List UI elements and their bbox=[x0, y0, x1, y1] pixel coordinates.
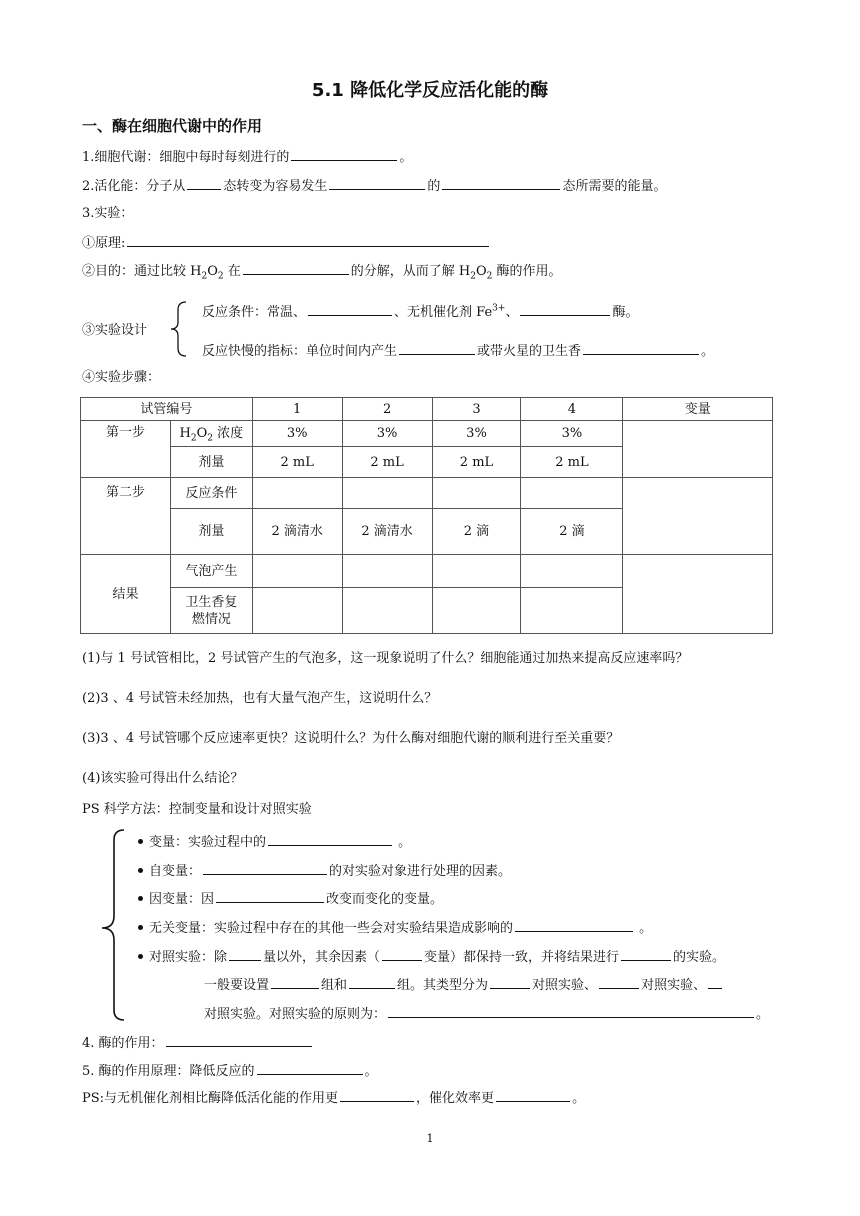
table-cell[interactable] bbox=[342, 588, 432, 634]
table-cell: 2 滴清水 bbox=[252, 509, 342, 555]
header-variable: 变量 bbox=[623, 398, 773, 421]
fill-blank[interactable] bbox=[520, 302, 610, 316]
table-cell[interactable] bbox=[342, 478, 432, 509]
fill-blank[interactable] bbox=[308, 302, 392, 316]
fill-blank[interactable] bbox=[243, 261, 349, 275]
steps-label: ④实验步骤： bbox=[82, 370, 161, 385]
step2-label: 第二步 bbox=[81, 478, 171, 555]
line-purpose: ②目的：通过比较 $H_2O_2$ 在 的分解，从而了解 $H_2O_2$ 酶的作用。 bbox=[82, 261, 562, 281]
header-tube-number: 试管编号 bbox=[81, 398, 253, 421]
header-tube-4: 4 bbox=[521, 398, 623, 421]
page-title: 5.1 降低化学反应活化能的酶 bbox=[311, 80, 549, 101]
concentration-label: $H_2O_2$ 浓度 bbox=[170, 421, 252, 447]
table-cell[interactable] bbox=[252, 588, 342, 634]
fill-blank[interactable] bbox=[399, 341, 475, 355]
question-3: (3)3 、4 号试管哪个反应速率更快？这说明什么？为什么酶对细胞代谢的顺利进行至关重要？ bbox=[82, 731, 620, 746]
table-cell: 3% bbox=[252, 421, 342, 447]
bullet-dependent: 因变量：因 改变而变化的变量。 bbox=[138, 889, 443, 909]
design-label: ③实验设计 bbox=[82, 323, 148, 338]
section-heading: 一、酶在细胞代谢中的作用 bbox=[82, 117, 263, 135]
bullet-irrelevant: 无关变量：实验过程中存在的其他一些会对实验结果造成影响的 。 bbox=[138, 918, 652, 938]
table-cell: 2 mL bbox=[342, 447, 432, 478]
table-row bbox=[81, 421, 773, 447]
bullet-variable: 变量：实验过程中的 。 bbox=[138, 832, 411, 852]
question-1: (1)与 1 号试管相比，2 号试管产生的气泡多，这一现象说明了什么？细胞能通过加热来提高反应速率吗？ bbox=[82, 651, 689, 666]
table-cell: 2 mL bbox=[521, 447, 623, 478]
fill-blank[interactable] bbox=[257, 1061, 363, 1075]
variable-cell[interactable] bbox=[623, 478, 773, 555]
table-cell[interactable] bbox=[252, 555, 342, 588]
table-header-row bbox=[81, 398, 773, 421]
design-indicator-line: 反应快慢的指标：单位时间内产生 或带火星的卫生香 。 bbox=[202, 341, 714, 361]
fill-blank[interactable] bbox=[229, 947, 261, 961]
table-cell[interactable] bbox=[432, 478, 521, 509]
table-cell[interactable] bbox=[252, 478, 342, 509]
fill-blank[interactable] bbox=[515, 918, 633, 932]
fill-blank[interactable] bbox=[599, 975, 639, 989]
control-line-2: 一般要设置 组和 组。其类型分为 对照实验、 对照实验、 bbox=[204, 975, 724, 995]
line-enzyme-function: 4. 酶的作用： bbox=[82, 1033, 314, 1053]
fill-blank[interactable] bbox=[496, 1088, 570, 1102]
bullet-icon bbox=[138, 868, 143, 873]
table-cell: 2 滴 bbox=[432, 509, 521, 555]
design-condition-line: 反应条件：常温、 、无机催化剂 $Fe^{3+}$、 酶。 bbox=[202, 303, 639, 320]
table-cell[interactable] bbox=[342, 555, 432, 588]
table-row bbox=[81, 478, 773, 509]
fill-blank[interactable] bbox=[621, 947, 671, 961]
bullet-independent: 自变量： 的对实验对象进行处理的因素。 bbox=[138, 861, 511, 881]
table-cell: 3% bbox=[521, 421, 623, 447]
table-cell: 2 mL bbox=[252, 447, 342, 478]
fill-blank[interactable] bbox=[490, 975, 530, 989]
fill-blank[interactable] bbox=[442, 176, 560, 190]
incense-label: 卫生香复 燃情况 bbox=[170, 588, 252, 634]
dose-label: 剂量 bbox=[170, 447, 252, 478]
fill-blank[interactable] bbox=[271, 975, 319, 989]
fill-blank[interactable] bbox=[329, 176, 425, 190]
bullet-icon bbox=[138, 839, 143, 844]
fill-blank[interactable] bbox=[291, 147, 397, 161]
experiment-table bbox=[80, 397, 773, 634]
fill-blank[interactable] bbox=[127, 233, 489, 247]
line-experiment: 3.实验： bbox=[82, 206, 134, 221]
fill-blank[interactable] bbox=[340, 1088, 414, 1102]
table-cell: 3% bbox=[432, 421, 521, 447]
fill-blank[interactable] bbox=[349, 975, 395, 989]
header-tube-1: 1 bbox=[252, 398, 342, 421]
bullet-icon bbox=[138, 896, 143, 901]
variable-cell[interactable] bbox=[623, 421, 773, 478]
fill-blank[interactable] bbox=[382, 947, 422, 961]
line-principle: ①原理: bbox=[82, 233, 491, 253]
bullet-control: 对照实验：除 量以外，其余因素（ 变量）都保持一致，并将结果进行 的实验。 bbox=[138, 947, 725, 967]
fill-blank[interactable] bbox=[708, 975, 722, 989]
bullet-icon bbox=[138, 954, 143, 959]
fill-blank[interactable] bbox=[583, 341, 699, 355]
fill-blank[interactable] bbox=[187, 176, 221, 190]
fill-blank[interactable] bbox=[388, 1004, 754, 1018]
bubble-label: 气泡产生 bbox=[170, 555, 252, 588]
result-label: 结果 bbox=[81, 555, 171, 634]
table-cell: 2 mL bbox=[432, 447, 521, 478]
table-cell[interactable] bbox=[432, 588, 521, 634]
table-cell: 2 滴清水 bbox=[342, 509, 432, 555]
brace-icon bbox=[168, 300, 190, 358]
header-tube-2: 2 bbox=[342, 398, 432, 421]
header-tube-3: 3 bbox=[432, 398, 521, 421]
bullet-icon bbox=[138, 925, 143, 930]
line-ps-efficiency: PS:与无机催化剂相比酶降低活化能的作用更 ，催化效率更 。 bbox=[82, 1088, 585, 1108]
fill-blank[interactable] bbox=[216, 889, 324, 903]
table-cell[interactable] bbox=[432, 555, 521, 588]
line-cell-metabolism: 1.细胞代谢：细胞中每时每刻进行的 。 bbox=[82, 147, 412, 167]
ps-method: PS 科学方法：控制变量和设计对照实验 bbox=[82, 802, 312, 817]
table-cell: 2 滴 bbox=[521, 509, 623, 555]
line-enzyme-principle: 5. 酶的作用原理：降低反应的 。 bbox=[82, 1061, 378, 1081]
fill-blank[interactable] bbox=[166, 1033, 312, 1047]
page-number: 1 bbox=[426, 1132, 434, 1145]
control-line-3: 对照实验。对照实验的原则为： 。 bbox=[204, 1004, 769, 1024]
line-activation-energy: 2.活化能：分子从 态转变为容易发生 的 态所需要的能量。 bbox=[82, 176, 666, 196]
question-4: (4)该实验可得出什么结论？ bbox=[82, 771, 244, 786]
table-cell[interactable] bbox=[521, 478, 623, 509]
condition-label: 反应条件 bbox=[170, 478, 252, 509]
table-cell[interactable] bbox=[521, 555, 623, 588]
table-row bbox=[81, 555, 773, 588]
fill-blank[interactable] bbox=[203, 861, 327, 875]
dose-label: 剂量 bbox=[170, 509, 252, 555]
brace-icon bbox=[98, 826, 128, 1024]
variable-cell[interactable] bbox=[623, 555, 773, 634]
table-cell: 3% bbox=[342, 421, 432, 447]
step1-label: 第一步 bbox=[81, 421, 171, 478]
table-cell[interactable] bbox=[521, 588, 623, 634]
fill-blank[interactable] bbox=[268, 832, 392, 846]
question-2: (2)3 、4 号试管未经加热，也有大量气泡产生，这说明什么？ bbox=[82, 691, 438, 706]
